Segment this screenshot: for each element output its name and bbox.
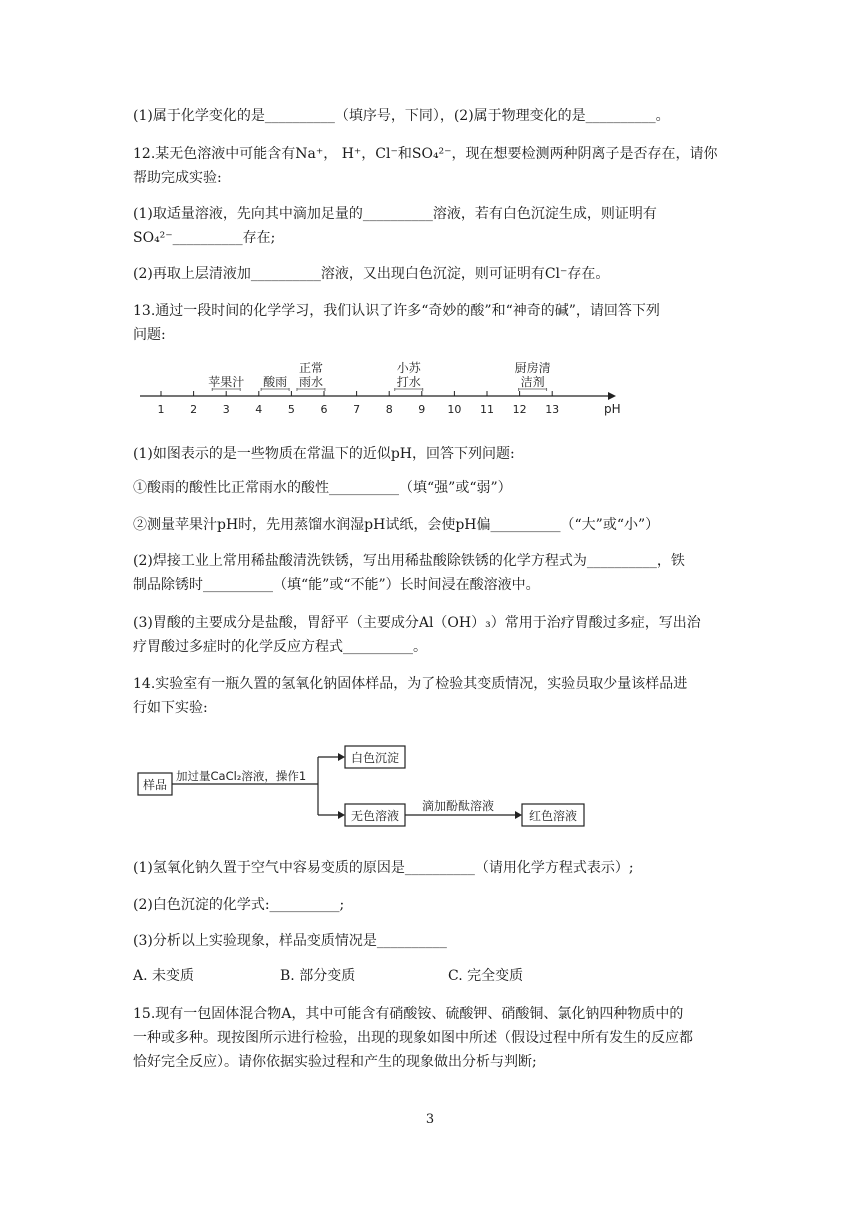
ph-axis-arrow (608, 392, 616, 400)
q14-part3-line: (3)分析以上实验现象，样品变质情况是__________ (133, 933, 447, 949)
q15-stem-line3: 恰好完全反应）。请你依据实验过程和产生的现象做出分析与判断; (133, 1054, 537, 1070)
option-c: C. 完全变质 (448, 968, 524, 984)
ph-tick-label: 7 (353, 403, 361, 416)
ph-substance-label: 洁剂 (520, 375, 545, 389)
q11-line: (1)属于化学变化的是__________（填序号，下同），(2)属于物理变化的是__________。 (133, 108, 670, 124)
q13-part3-line2: 疗胃酸过多症时的化学反应方程式__________。 (133, 639, 427, 655)
ph-tick-label: 11 (480, 403, 494, 416)
ph-tick-label: 6 (320, 403, 328, 416)
ph-substance-label: 正常 (298, 361, 323, 375)
option-a: A. 未变质 (133, 968, 195, 984)
experiment-flowchart (130, 740, 600, 840)
q14-stem-line1: 14.实验室有一瓶久置的氢氧化钠固体样品，为了检验其变质情况，实验员取少量该样品进 (133, 676, 688, 692)
ph-substance-label: 小苏 (396, 361, 421, 375)
q12-part2-line: (2)再取上层清液加__________溶液，又出现白色沉淀，则可证明有Cl⁻存在。 (133, 266, 610, 282)
q13-part2-line2: 制品除锈时__________（填“能”或“不能”）长时间浸在酸溶液中。 (133, 577, 540, 593)
q13-stem-line2: 问题: (133, 327, 166, 343)
ph-unit-label: pH (604, 402, 621, 416)
ph-tick-label: 2 (190, 403, 198, 416)
white-precipitate-label: 白色沉淀 (350, 751, 400, 765)
q13-stem-line1: 13.通过一段时间的化学学习，我们认识了许多“奇妙的酸”和“神奇的碱”，请回答下列 (133, 303, 660, 319)
q14-part2-line: (2)白色沉淀的化学式:__________; (133, 897, 345, 913)
ph-substance-label: 打水 (396, 375, 421, 389)
q13-part1-item2: ②测量苹果汁pH时，先用蒸馏水润湿pH试纸，会使pH偏__________（“大”或“小”） (133, 517, 660, 533)
q13-part2-line1: (2)焊接工业上常用稀盐酸清洗铁锈，写出用稀盐酸除铁锈的化学方程式为__________，铁 (133, 553, 685, 569)
q13-part1-item1: ①酸雨的酸性比正常雨水的酸性__________（填“强”或“弱”） (133, 480, 512, 496)
ph-tick-label: 9 (418, 403, 426, 416)
ph-tick-label: 8 (385, 403, 393, 416)
ph-tick-label: 10 (447, 403, 462, 416)
option-b: B. 部分变质 (280, 968, 356, 984)
colorless-solution-label: 无色溶液 (350, 809, 400, 823)
ph-substance-label: 厨房清 (514, 361, 551, 375)
ph-tick-label: 1 (157, 403, 165, 416)
q12-stem-line2: 帮助完成实验: (133, 170, 222, 186)
step1-label: 加过量CaCl₂溶液，操作1 (176, 769, 307, 783)
ph-tick-label: 5 (287, 403, 295, 416)
q14-stem-line2: 行如下实验: (133, 700, 208, 716)
q15-stem-line2: 一种或多种。现按图所示进行检验，出现的现象如图中所述（假设过程中所有发生的反应都 (133, 1030, 693, 1046)
page-number: 3 (425, 1112, 435, 1127)
ph-substance-label: 酸雨 (263, 375, 288, 389)
q14-part1-line: (1)氢氧化钠久置于空气中容易变质的原因是__________（请用化学方程式表示）; (133, 860, 634, 876)
q13-part3-line1: (3)胃酸的主要成分是盐酸，胃舒平（主要成分Al（OH）₃）常用于治疗胃酸过多症，写出治 (133, 615, 701, 631)
ph-tick-label: 3 (222, 403, 230, 416)
q12-stem-line1: 12.某无色溶液中可能含有Na⁺， H⁺，Cl⁻和SO₄²⁻，现在想要检测两种阴离子是否存在，请你 (133, 146, 718, 162)
sample-box-label: 样品 (142, 778, 168, 792)
ph-substance-label: 苹果汁 (208, 375, 245, 389)
q13-part1-intro: (1)如图表示的是一些物质在常温下的近似pH，回答下列问题: (133, 446, 515, 462)
ph-tick-label: 12 (512, 403, 527, 416)
ph-tick-label: 13 (545, 403, 560, 416)
q15-stem-line1: 15.现有一包固体混合物A，其中可能含有硝酸铵、硫酸钾、硝酸铜、氯化钠四种物质中的 (133, 1006, 684, 1022)
red-solution-label: 红色溶液 (528, 809, 578, 823)
step2-label: 滴加酚酞溶液 (422, 799, 495, 813)
ph-scale-figure (130, 358, 630, 420)
q12-part1-line2: SO₄²⁻__________存在; (133, 230, 276, 246)
ph-substance-label: 雨水 (298, 375, 323, 389)
ph-tick-label: 4 (255, 403, 263, 416)
q12-part1-line1: (1)取适量溶液，先向其中滴加足量的__________溶液，若有白色沉淀生成，则证明有 (133, 206, 657, 222)
